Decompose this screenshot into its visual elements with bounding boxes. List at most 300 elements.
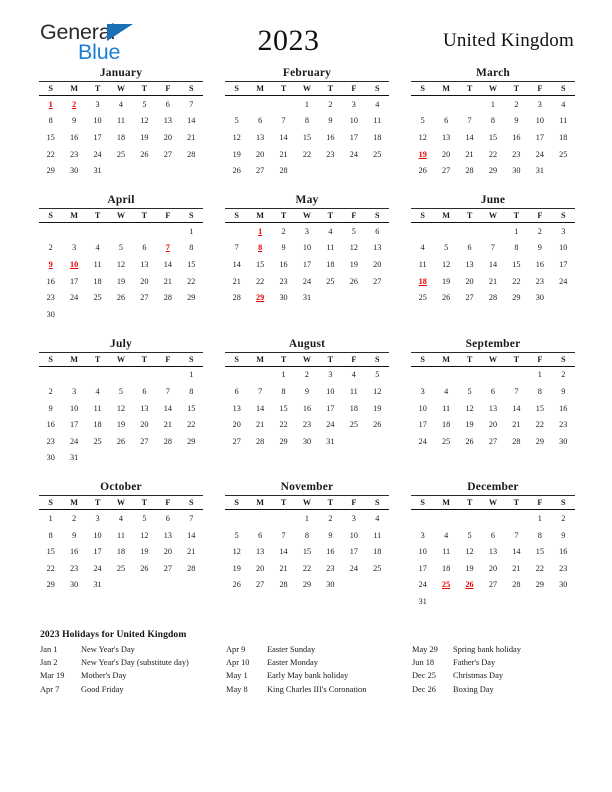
day-cell-holiday[interactable]: [411, 273, 434, 290]
day-cell[interactable]: [109, 113, 132, 130]
day-cell[interactable]: [458, 162, 481, 179]
day-cell[interactable]: [272, 256, 295, 273]
day-cell[interactable]: [62, 113, 85, 130]
day-cell[interactable]: [505, 543, 528, 560]
day-cell[interactable]: [552, 560, 575, 577]
day-cell[interactable]: [39, 240, 62, 257]
day-cell[interactable]: [39, 113, 62, 130]
day-cell[interactable]: [62, 273, 85, 290]
day-cell[interactable]: [109, 416, 132, 433]
day-cell[interactable]: [528, 129, 551, 146]
day-cell[interactable]: [225, 527, 248, 544]
day-cell[interactable]: [62, 577, 85, 594]
day-cell[interactable]: [225, 113, 248, 130]
day-cell[interactable]: [411, 416, 434, 433]
day-cell[interactable]: [434, 289, 457, 306]
day-cell[interactable]: [39, 510, 62, 527]
day-cell[interactable]: [434, 273, 457, 290]
day-cell[interactable]: [62, 416, 85, 433]
day-cell[interactable]: [411, 577, 434, 594]
day-cell[interactable]: [39, 560, 62, 577]
day-cell[interactable]: [39, 543, 62, 560]
day-cell[interactable]: [248, 433, 271, 450]
day-cell[interactable]: [133, 510, 156, 527]
day-cell[interactable]: [109, 273, 132, 290]
day-cell[interactable]: [248, 113, 271, 130]
day-cell[interactable]: [434, 543, 457, 560]
day-cell[interactable]: [225, 162, 248, 179]
day-cell[interactable]: [366, 223, 389, 240]
day-cell[interactable]: [62, 146, 85, 163]
day-cell[interactable]: [109, 383, 132, 400]
day-cell[interactable]: [342, 560, 365, 577]
day-cell[interactable]: [156, 289, 179, 306]
day-cell[interactable]: [342, 400, 365, 417]
day-cell[interactable]: [552, 96, 575, 113]
day-cell[interactable]: [62, 383, 85, 400]
day-cell[interactable]: [86, 273, 109, 290]
day-cell[interactable]: [39, 289, 62, 306]
day-cell[interactable]: [342, 416, 365, 433]
day-cell[interactable]: [342, 240, 365, 257]
day-cell[interactable]: [272, 400, 295, 417]
day-cell[interactable]: [133, 560, 156, 577]
day-cell[interactable]: [505, 289, 528, 306]
day-cell[interactable]: [180, 273, 203, 290]
day-cell[interactable]: [225, 560, 248, 577]
day-cell[interactable]: [481, 383, 504, 400]
day-cell[interactable]: [156, 146, 179, 163]
day-cell[interactable]: [528, 96, 551, 113]
day-cell[interactable]: [86, 560, 109, 577]
day-cell[interactable]: [458, 433, 481, 450]
day-cell[interactable]: [86, 383, 109, 400]
day-cell[interactable]: [434, 256, 457, 273]
day-cell[interactable]: [411, 289, 434, 306]
day-cell[interactable]: [156, 416, 179, 433]
day-cell[interactable]: [458, 416, 481, 433]
day-cell[interactable]: [552, 543, 575, 560]
day-cell[interactable]: [481, 146, 504, 163]
day-cell[interactable]: [342, 129, 365, 146]
day-cell[interactable]: [411, 433, 434, 450]
day-cell[interactable]: [109, 289, 132, 306]
day-cell[interactable]: [272, 527, 295, 544]
day-cell[interactable]: [295, 416, 318, 433]
day-cell[interactable]: [528, 113, 551, 130]
day-cell[interactable]: [342, 383, 365, 400]
day-cell[interactable]: [411, 162, 434, 179]
day-cell[interactable]: [342, 256, 365, 273]
day-cell[interactable]: [156, 256, 179, 273]
day-cell[interactable]: [248, 543, 271, 560]
day-cell[interactable]: [319, 433, 342, 450]
day-cell[interactable]: [528, 400, 551, 417]
day-cell[interactable]: [272, 560, 295, 577]
day-cell[interactable]: [481, 289, 504, 306]
day-cell[interactable]: [319, 577, 342, 594]
day-cell[interactable]: [481, 400, 504, 417]
day-cell[interactable]: [552, 129, 575, 146]
day-cell[interactable]: [133, 113, 156, 130]
day-cell[interactable]: [62, 527, 85, 544]
day-cell[interactable]: [272, 289, 295, 306]
day-cell[interactable]: [481, 560, 504, 577]
day-cell[interactable]: [225, 433, 248, 450]
day-cell[interactable]: [272, 240, 295, 257]
day-cell[interactable]: [481, 273, 504, 290]
day-cell[interactable]: [528, 527, 551, 544]
day-cell[interactable]: [342, 543, 365, 560]
day-cell[interactable]: [156, 129, 179, 146]
day-cell[interactable]: [319, 113, 342, 130]
day-cell[interactable]: [180, 113, 203, 130]
day-cell[interactable]: [272, 273, 295, 290]
day-cell[interactable]: [434, 416, 457, 433]
day-cell[interactable]: [366, 543, 389, 560]
day-cell[interactable]: [552, 223, 575, 240]
day-cell[interactable]: [248, 400, 271, 417]
day-cell[interactable]: [366, 366, 389, 383]
day-cell[interactable]: [156, 96, 179, 113]
day-cell[interactable]: [248, 256, 271, 273]
day-cell[interactable]: [434, 146, 457, 163]
day-cell[interactable]: [295, 113, 318, 130]
day-cell[interactable]: [180, 129, 203, 146]
day-cell[interactable]: [133, 96, 156, 113]
day-cell[interactable]: [133, 240, 156, 257]
day-cell[interactable]: [342, 96, 365, 113]
day-cell[interactable]: [180, 366, 203, 383]
day-cell[interactable]: [481, 256, 504, 273]
day-cell[interactable]: [295, 543, 318, 560]
day-cell[interactable]: [505, 146, 528, 163]
day-cell[interactable]: [39, 400, 62, 417]
day-cell[interactable]: [86, 577, 109, 594]
day-cell[interactable]: [342, 510, 365, 527]
day-cell[interactable]: [133, 527, 156, 544]
day-cell[interactable]: [411, 543, 434, 560]
day-cell[interactable]: [528, 223, 551, 240]
day-cell[interactable]: [39, 527, 62, 544]
generalblue-logo[interactable]: [40, 22, 152, 64]
day-cell[interactable]: [225, 383, 248, 400]
day-cell[interactable]: [225, 289, 248, 306]
day-cell[interactable]: [225, 273, 248, 290]
day-cell[interactable]: [248, 577, 271, 594]
day-cell[interactable]: [434, 400, 457, 417]
day-cell[interactable]: [272, 433, 295, 450]
day-cell[interactable]: [295, 383, 318, 400]
day-cell[interactable]: [109, 256, 132, 273]
day-cell[interactable]: [505, 96, 528, 113]
day-cell-holiday[interactable]: [434, 577, 457, 594]
day-cell[interactable]: [552, 256, 575, 273]
day-cell[interactable]: [295, 256, 318, 273]
day-cell[interactable]: [109, 433, 132, 450]
day-cell[interactable]: [272, 146, 295, 163]
day-cell[interactable]: [458, 543, 481, 560]
day-cell[interactable]: [39, 577, 62, 594]
day-cell[interactable]: [248, 162, 271, 179]
day-cell-holiday[interactable]: [411, 146, 434, 163]
day-cell[interactable]: [39, 306, 62, 323]
day-cell[interactable]: [180, 256, 203, 273]
day-cell[interactable]: [225, 146, 248, 163]
day-cell[interactable]: [86, 162, 109, 179]
day-cell[interactable]: [272, 366, 295, 383]
day-cell[interactable]: [552, 383, 575, 400]
day-cell[interactable]: [505, 383, 528, 400]
day-cell[interactable]: [295, 400, 318, 417]
day-cell[interactable]: [411, 527, 434, 544]
day-cell[interactable]: [133, 383, 156, 400]
day-cell[interactable]: [133, 400, 156, 417]
day-cell[interactable]: [62, 162, 85, 179]
day-cell[interactable]: [39, 433, 62, 450]
day-cell[interactable]: [319, 366, 342, 383]
day-cell[interactable]: [319, 223, 342, 240]
day-cell[interactable]: [156, 433, 179, 450]
day-cell[interactable]: [366, 273, 389, 290]
day-cell[interactable]: [225, 577, 248, 594]
day-cell[interactable]: [62, 510, 85, 527]
day-cell[interactable]: [411, 129, 434, 146]
day-cell[interactable]: [481, 113, 504, 130]
day-cell[interactable]: [272, 223, 295, 240]
day-cell-holiday[interactable]: [62, 256, 85, 273]
day-cell[interactable]: [248, 273, 271, 290]
day-cell[interactable]: [295, 289, 318, 306]
day-cell[interactable]: [319, 543, 342, 560]
day-cell[interactable]: [319, 527, 342, 544]
day-cell[interactable]: [319, 383, 342, 400]
day-cell[interactable]: [505, 400, 528, 417]
day-cell[interactable]: [481, 162, 504, 179]
day-cell[interactable]: [552, 366, 575, 383]
day-cell[interactable]: [481, 577, 504, 594]
day-cell[interactable]: [225, 400, 248, 417]
day-cell[interactable]: [319, 560, 342, 577]
day-cell[interactable]: [411, 383, 434, 400]
day-cell[interactable]: [319, 416, 342, 433]
day-cell-holiday[interactable]: [248, 240, 271, 257]
day-cell[interactable]: [180, 510, 203, 527]
day-cell-holiday[interactable]: [248, 223, 271, 240]
day-cell[interactable]: [225, 416, 248, 433]
day-cell[interactable]: [180, 240, 203, 257]
day-cell[interactable]: [411, 593, 434, 610]
day-cell[interactable]: [319, 256, 342, 273]
day-cell[interactable]: [86, 527, 109, 544]
day-cell[interactable]: [62, 129, 85, 146]
day-cell[interactable]: [109, 400, 132, 417]
day-cell[interactable]: [552, 527, 575, 544]
day-cell[interactable]: [411, 240, 434, 257]
day-cell[interactable]: [62, 543, 85, 560]
day-cell[interactable]: [62, 560, 85, 577]
day-cell[interactable]: [505, 113, 528, 130]
day-cell[interactable]: [39, 416, 62, 433]
day-cell[interactable]: [434, 240, 457, 257]
day-cell[interactable]: [481, 129, 504, 146]
day-cell-holiday[interactable]: [62, 96, 85, 113]
day-cell[interactable]: [133, 273, 156, 290]
day-cell[interactable]: [86, 510, 109, 527]
day-cell[interactable]: [366, 113, 389, 130]
day-cell[interactable]: [156, 113, 179, 130]
day-cell[interactable]: [86, 96, 109, 113]
day-cell[interactable]: [434, 162, 457, 179]
day-cell[interactable]: [133, 129, 156, 146]
day-cell[interactable]: [552, 113, 575, 130]
day-cell[interactable]: [458, 383, 481, 400]
day-cell[interactable]: [39, 162, 62, 179]
day-cell[interactable]: [86, 256, 109, 273]
day-cell[interactable]: [248, 416, 271, 433]
day-cell[interactable]: [434, 129, 457, 146]
day-cell[interactable]: [133, 433, 156, 450]
day-cell[interactable]: [295, 96, 318, 113]
day-cell[interactable]: [505, 560, 528, 577]
day-cell[interactable]: [295, 433, 318, 450]
day-cell[interactable]: [86, 113, 109, 130]
day-cell[interactable]: [39, 129, 62, 146]
day-cell[interactable]: [295, 560, 318, 577]
day-cell[interactable]: [481, 527, 504, 544]
day-cell[interactable]: [528, 366, 551, 383]
day-cell[interactable]: [528, 256, 551, 273]
day-cell[interactable]: [528, 416, 551, 433]
day-cell[interactable]: [225, 256, 248, 273]
day-cell-holiday[interactable]: [248, 289, 271, 306]
day-cell[interactable]: [342, 273, 365, 290]
day-cell[interactable]: [319, 273, 342, 290]
day-cell[interactable]: [272, 416, 295, 433]
day-cell[interactable]: [319, 400, 342, 417]
day-cell[interactable]: [458, 400, 481, 417]
day-cell[interactable]: [366, 146, 389, 163]
day-cell[interactable]: [248, 527, 271, 544]
day-cell[interactable]: [133, 543, 156, 560]
day-cell[interactable]: [180, 96, 203, 113]
day-cell[interactable]: [528, 560, 551, 577]
day-cell[interactable]: [295, 146, 318, 163]
day-cell[interactable]: [272, 383, 295, 400]
day-cell[interactable]: [156, 383, 179, 400]
day-cell[interactable]: [86, 400, 109, 417]
day-cell[interactable]: [295, 240, 318, 257]
day-cell[interactable]: [109, 560, 132, 577]
day-cell[interactable]: [272, 162, 295, 179]
day-cell-holiday[interactable]: [458, 577, 481, 594]
day-cell[interactable]: [505, 577, 528, 594]
day-cell[interactable]: [225, 129, 248, 146]
day-cell[interactable]: [552, 273, 575, 290]
day-cell[interactable]: [109, 240, 132, 257]
day-cell[interactable]: [133, 256, 156, 273]
day-cell[interactable]: [319, 146, 342, 163]
day-cell[interactable]: [528, 577, 551, 594]
day-cell[interactable]: [295, 273, 318, 290]
day-cell[interactable]: [86, 289, 109, 306]
day-cell[interactable]: [133, 416, 156, 433]
day-cell[interactable]: [86, 240, 109, 257]
day-cell-holiday[interactable]: [39, 256, 62, 273]
day-cell[interactable]: [528, 543, 551, 560]
day-cell[interactable]: [109, 129, 132, 146]
day-cell[interactable]: [180, 416, 203, 433]
day-cell[interactable]: [528, 146, 551, 163]
day-cell[interactable]: [272, 543, 295, 560]
day-cell[interactable]: [528, 240, 551, 257]
day-cell[interactable]: [133, 289, 156, 306]
day-cell[interactable]: [458, 527, 481, 544]
day-cell[interactable]: [458, 560, 481, 577]
day-cell[interactable]: [481, 543, 504, 560]
day-cell[interactable]: [180, 383, 203, 400]
day-cell[interactable]: [156, 527, 179, 544]
day-cell[interactable]: [434, 113, 457, 130]
day-cell[interactable]: [156, 400, 179, 417]
day-cell[interactable]: [411, 560, 434, 577]
day-cell[interactable]: [528, 162, 551, 179]
day-cell[interactable]: [39, 146, 62, 163]
day-cell[interactable]: [528, 433, 551, 450]
day-cell[interactable]: [295, 223, 318, 240]
day-cell[interactable]: [505, 162, 528, 179]
day-cell[interactable]: [295, 129, 318, 146]
day-cell[interactable]: [319, 240, 342, 257]
day-cell[interactable]: [411, 113, 434, 130]
day-cell[interactable]: [109, 543, 132, 560]
day-cell[interactable]: [295, 577, 318, 594]
day-cell[interactable]: [434, 560, 457, 577]
day-cell[interactable]: [366, 96, 389, 113]
day-cell[interactable]: [434, 433, 457, 450]
day-cell[interactable]: [505, 273, 528, 290]
day-cell[interactable]: [411, 256, 434, 273]
day-cell[interactable]: [552, 433, 575, 450]
day-cell[interactable]: [248, 383, 271, 400]
day-cell[interactable]: [225, 543, 248, 560]
day-cell[interactable]: [319, 129, 342, 146]
day-cell[interactable]: [342, 527, 365, 544]
day-cell[interactable]: [481, 240, 504, 257]
day-cell[interactable]: [319, 510, 342, 527]
day-cell[interactable]: [552, 146, 575, 163]
day-cell[interactable]: [342, 113, 365, 130]
day-cell[interactable]: [505, 223, 528, 240]
day-cell[interactable]: [458, 129, 481, 146]
day-cell[interactable]: [552, 577, 575, 594]
day-cell[interactable]: [366, 383, 389, 400]
day-cell[interactable]: [366, 400, 389, 417]
day-cell-holiday[interactable]: [39, 96, 62, 113]
day-cell[interactable]: [342, 223, 365, 240]
day-cell[interactable]: [505, 433, 528, 450]
day-cell[interactable]: [180, 527, 203, 544]
day-cell[interactable]: [62, 240, 85, 257]
day-cell-holiday[interactable]: [156, 240, 179, 257]
day-cell[interactable]: [272, 129, 295, 146]
day-cell[interactable]: [552, 416, 575, 433]
day-cell[interactable]: [180, 289, 203, 306]
day-cell[interactable]: [434, 383, 457, 400]
day-cell[interactable]: [552, 240, 575, 257]
day-cell[interactable]: [272, 577, 295, 594]
day-cell[interactable]: [481, 433, 504, 450]
